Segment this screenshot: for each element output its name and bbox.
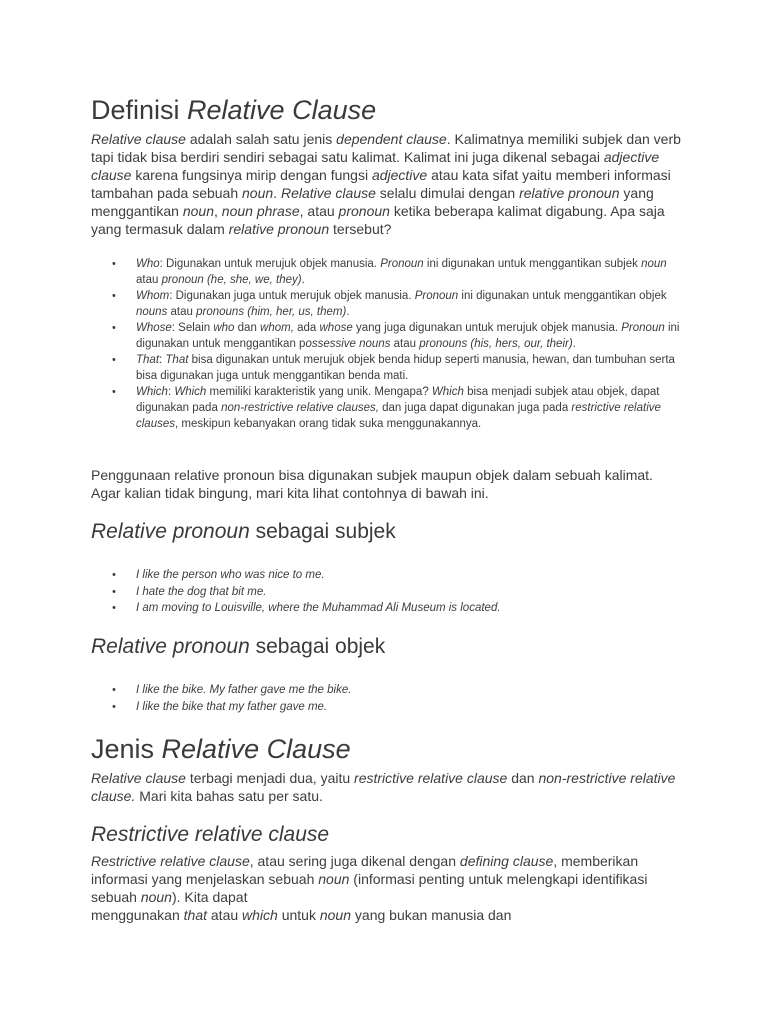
list-item-who: • Who: Digunakan untuk merujuk objek manusia. Pronoun ini digunakan untuk menggantikan subjek noun atau pronoun (he, she, we, they). [112,256,682,288]
pronoun-list [112,256,682,432]
heading-sebagai-subjek: Relative pronoun sebagai subjek [91,520,396,543]
object-examples-list [112,682,682,715]
heading-jenis: Jenis Relative Clause [91,734,351,764]
heading-restrictive: Restrictive relative clause [91,823,330,846]
paragraph-penggunaan: Penggunaan relative pronoun bisa digunakan subjek maupun objek dalam sebuah kalimat. Agar kalian tidak bingung, mari kita lihat contohnya di bawah ini. [91,467,653,501]
example-item: • I hate the dog that bit me. [112,584,682,601]
heading-sebagai-objek: Relative pronoun sebagai objek [91,635,386,658]
list-item-whose: • Whose: Selain who dan whom, ada whose yang juga digunakan untuk merujuk objek manusia. Pronoun ini digunakan untuk menggantikan possessive nouns atau pronouns (his, hers, our, their). [112,320,682,352]
paragraph-restrictive: Restrictive relative clause, atau sering juga dikenal dengan defining clause, memberikan informasi yang menjelaskan sebuah noun (informasi penting untuk melengkapi identifikasi sebuah noun). Kita dapat menggunakan that atau which untuk noun yang bukan manusia dan [91,853,648,923]
example-item: • I am moving to Louisville, where the Muhammad Ali Museum is located. [112,600,682,617]
paragraph-jenis: Relative clause terbagi menjadi dua, yaitu restrictive relative clause dan non-restrictive relative clause. Mari kita bahas satu per satu. [91,770,676,804]
subject-examples-list [112,567,682,617]
example-item: • I like the bike. My father gave me the bike. [112,682,682,699]
heading-text: Definisi [91,95,188,125]
list-item-whom: • Whom: Digunakan juga untuk merujuk objek manusia. Pronoun ini digunakan untuk menggantikan objek nouns atau pronouns (him, her, us, them). [112,288,682,320]
example-item: • I like the person who was nice to me. [112,567,682,584]
list-item-that: • That: That bisa digunakan untuk merujuk objek benda hidup seperti manusia, hewan, dan tumbuhan serta bisa digunakan juga untuk menggantikan benda mati. [112,352,682,384]
paragraph-definisi: Relative clause adalah salah satu jenis dependent clause. Kalimatnya memiliki subjek dan verb tapi tidak bisa berdiri sendiri sebagai satu kalimat. Kalimat ini juga dikenal sebagai adjective clause karena fungsinya mirip dengan fungsi adjective atau kata sifat yaitu memberi informasi tambahan pada sebuah noun. Relative clause selalu dimulai dengan relative pronoun yang menggantikan noun, noun phrase, atau pronoun ketika beberapa kalimat digabung. Apa saja yang termasuk dalam relative pronoun tersebut? [91,131,681,237]
list-item-which: • Which: Which memiliki karakteristik yang unik. Mengapa? Which bisa menjadi subjek atau objek, dapat digunakan pada non-restrictive relative clauses, dan juga dapat digunakan juga pada restrictive relative clauses, meskipun kebanyakan orang tidak suka menggunakannya. [112,384,682,432]
heading-definisi [91,94,681,126]
heading-text-italic: Relative Clause [187,95,377,125]
example-item: • I like the bike that my father gave me. [112,699,682,716]
